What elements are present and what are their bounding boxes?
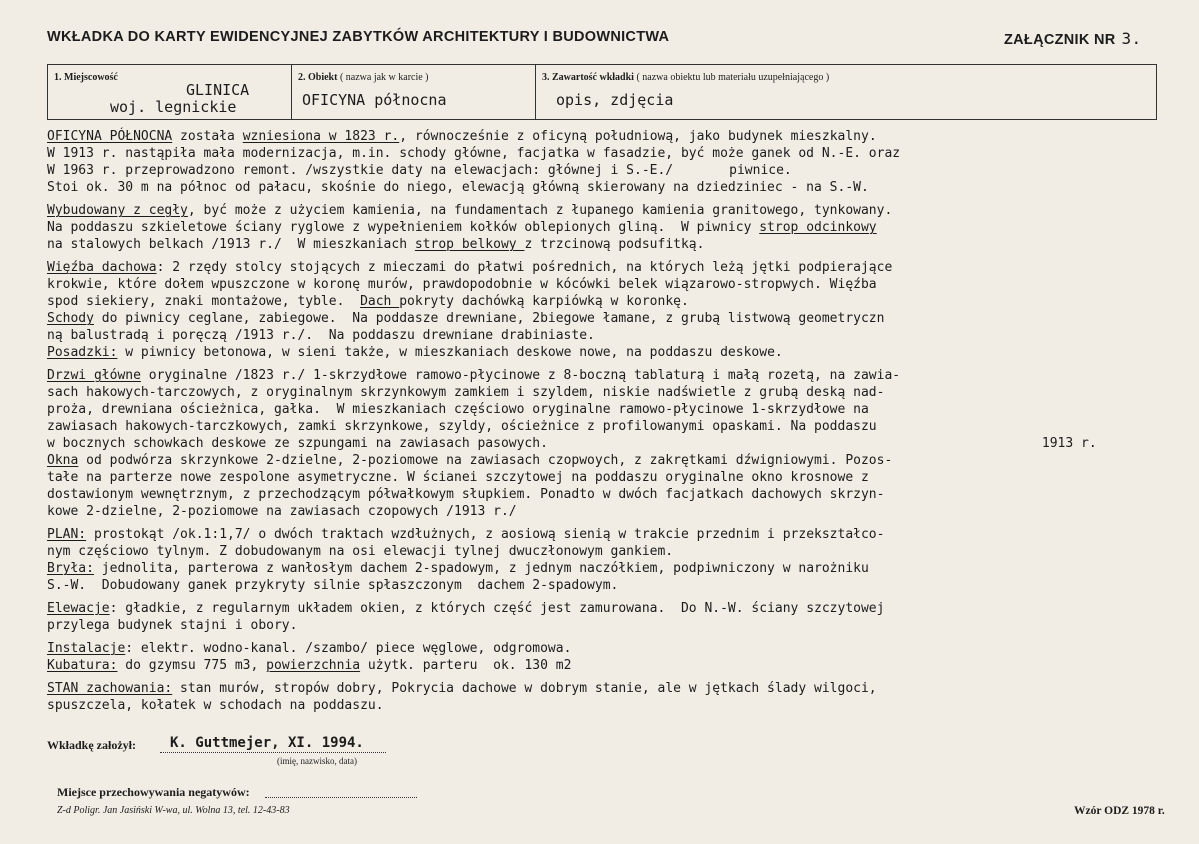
field-location-value-2: woj. legnickie	[110, 98, 237, 116]
signature-caption: (imię, nazwisko, data)	[277, 756, 357, 766]
text-line: W 1963 r. przeprowadzono remont. /wszystkie daty na elewacjach: głównej i S.-E./ piwnice.	[47, 163, 792, 178]
description-body	[47, 128, 1177, 714]
text-line: w bocznych schowkach deskowe ze szpungami na zawiasach pasowych. 1913 r.	[47, 436, 1097, 451]
printer-imprint: Z-d Poligr. Jan Jasiński W-wa, ul. Wolna 13, tel. 12-43-83	[57, 805, 290, 816]
header-fields-box	[47, 64, 1157, 120]
text-line: Instalacje: elektr. wodno-kanal. /szambo/ piece węglowe, odgromowa.	[47, 641, 572, 656]
text-line: spod siekiery, znaki montażowe, tyble. Dach pokryty dachówką karpiówką w koronkę.	[47, 294, 689, 309]
text-line: Bryła: jednolita, parterowa z wanłosłym dachem 2-spadowym, z jednym naczółkiem, podpiwniczony w narożniku	[47, 561, 869, 576]
text-line: zawiasach hakowych-tarczkowych, zamki skrzynkowe, szyldy, ościeżnice z profilowanymi opaskami. Na poddaszu	[47, 419, 877, 434]
field-object-label: 2. Obiekt ( nazwa jak w karcie )	[298, 72, 429, 83]
field-location	[48, 65, 292, 119]
form-model: Wzór ODZ 1978 r.	[1074, 805, 1165, 817]
text-line: Posadzki: w piwnicy betonowa, w sieni także, w mieszkaniach deskowe nowe, na poddaszu deskowe.	[47, 345, 783, 360]
paragraph-plan	[47, 526, 1177, 594]
attachment-number	[1004, 29, 1141, 48]
text-line: OFICYNA PÓŁNOCNA została wzniesiona w 1823 r., równocześnie z oficyną południową, jako budynek mieszkalny.	[47, 129, 877, 144]
text-line: nym częściowo tylnym. Z dobudowanym na osi elewacji tylnej dwuczłonowym gankiem.	[47, 544, 674, 559]
text-line: kowe 2-dzielne, 2-poziomowe na zawiasach czopowych /1913 r./	[47, 504, 517, 519]
text-line: Więźba dachowa: 2 rzędy stolcy stojących z mieczami do płatwi pośrednich, na których leżą jętki podpierające	[47, 260, 893, 275]
text-line: Na poddaszu szkieletowe ściany ryglowe z wypełnieniem kołków oblepionych gliną. W piwnicy strop odcinkowy	[47, 220, 877, 235]
text-line: sach hakowych-tarczowych, z oryginalnym skrzynkowym zamkiem i szyldem, niskie nadświetle z grubą deską nad-	[47, 385, 885, 400]
signature-value: K. Guttmejer, XI. 1994.	[170, 735, 364, 751]
text-line: Okna od podwórza skrzynkowe 2-dzielne, 2-poziomowe na zawiasach czopwoych, z zakrętkami dźwigniowymi. Pozos-	[47, 453, 893, 468]
text-line: W 1913 r. nastąpiła mała modernizacja, m.in. schody główne, facjatka w fasadzie, być może ganek od N.-E. oraz	[47, 146, 901, 161]
text-line: Drzwi główne oryginalne /1823 r./ 1-skrzydłowe ramowo-płycinowe z 8-boczną tablaturą i małą rozetą, na zawia-	[47, 368, 901, 383]
paragraph-roof-stairs-floors	[47, 259, 1177, 361]
text-line: Elewacje: gładkie, z regularnym układem okien, z których część jest zamurowana. Do N.-W. ściany szczytowej	[47, 601, 885, 616]
field-location-label: 1. Miejscowość	[54, 72, 118, 83]
attachment-label: ZAŁĄCZNIK NR	[1004, 32, 1116, 48]
text-line: przylega budynek stajni i obory.	[47, 618, 298, 633]
field-content-label: 3. Zawartość wkładki ( nazwa obiektu lub materiału uzupełniającego )	[542, 72, 830, 83]
signature-dotted-line	[160, 752, 386, 753]
form-title: WKŁADKA DO KARTY EWIDENCYJNEJ ZABYTKÓW ARCHITEKTURY I BUDOWNICTWA	[47, 29, 670, 45]
signature-label: Wkładkę założył:	[47, 738, 136, 752]
paragraph-elevations	[47, 600, 1177, 634]
paragraph-installations	[47, 640, 1177, 674]
text-line: na stalowych belkach /1913 r./ W mieszkaniach strop belkowy z trzcinową podsufitką.	[47, 237, 705, 252]
text-line: spuszczela, kołatek w schodach na poddaszu.	[47, 698, 384, 713]
field-object-value: OFICYNA północna	[302, 91, 447, 109]
paragraph-construction	[47, 202, 1177, 253]
negatives-dotted-line	[265, 797, 417, 798]
text-line: PLAN: prostokąt /ok.1:1,7/ o dwóch traktach wzdłużnych, z aosiową sienią w trakcie przednim i przekształco-	[47, 527, 885, 542]
text-line: Schody do piwnicy ceglane, zabiegowe. Na poddasze drewniane, 2biegowe łamane, z grubą listwową geometryczn	[47, 311, 885, 326]
text-line: proża, drewniana ościeżnica, gałka. W mieszkaniach częściowo oryginalne ramowo-płycinowe 1-skrzydłowe na	[47, 402, 869, 417]
text-line: krokwie, które dołem wpuszczone w koronę murów, prawdopodobnie w kócówki belek wiązarowo-stropwych. Więźba	[47, 277, 877, 292]
text-line: ną balustradą i poręczą /1913 r./. Na poddaszu drewniane drabiniaste.	[47, 328, 595, 343]
text-line: STAN zachowania: stan murów, stropów dobry, Pokrycia dachowe w dobrym stanie, ale w jętkach ślady wilgoci,	[47, 681, 877, 696]
text-line: tałe na parterze nowe zespolone asymetryczne. W ścianei szczytowej na poddaszu oryginalne okno krosnowe z	[47, 470, 869, 485]
text-line: Stoi ok. 30 m na północ od pałacu, skośnie do niego, elewacją główną skierowany na dziedziniec - na S.-W.	[47, 180, 869, 195]
field-content-value: opis, zdjęcia	[556, 91, 674, 109]
text-line: S.-W. Dobudowany ganek przykryty silnie spłaszczonym dachem 2-spadowym.	[47, 578, 619, 593]
text-line: dostawionym wewnętrznym, z przechodzącym półwałkowym słupkiem. Ponadto w dwóch facjatkach dachowych skrzyn-	[47, 487, 885, 502]
paragraph-doors-windows	[47, 367, 1177, 520]
text-line: Kubatura: do gzymsu 775 m3, powierzchnia użytk. parteru ok. 130 m2	[47, 658, 572, 673]
attachment-value: 3.	[1121, 29, 1142, 48]
text-line: Wybudowany z cegły, być może z użyciem kamienia, na fundamentach z łupanego kamienia granitowego, tynkowany.	[47, 203, 893, 218]
field-object	[292, 65, 536, 119]
paragraph-condition	[47, 680, 1177, 714]
field-location-value-1: GLINICA	[186, 81, 250, 99]
negatives-location-label: Miejsce przechowywania negatywów:	[57, 785, 250, 799]
paragraph-history	[47, 128, 1177, 196]
field-content	[536, 65, 1156, 119]
